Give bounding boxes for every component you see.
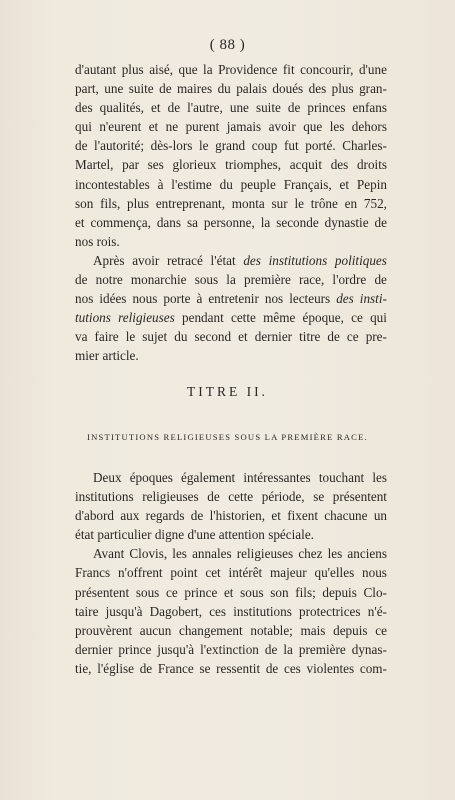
word: présentent — [75, 584, 130, 600]
word: com- — [359, 660, 387, 676]
word: violentes — [306, 660, 355, 676]
word: d'autant — [75, 62, 117, 77]
word: se — [313, 489, 325, 505]
text-line — [75, 60, 387, 79]
word: acquit — [289, 157, 323, 173]
text-line — [75, 346, 387, 365]
word: à — [196, 291, 203, 307]
word: personne, — [203, 214, 255, 230]
word: tie, — [75, 660, 92, 676]
word: idées — [99, 291, 127, 307]
word: politiques — [334, 252, 387, 268]
word: et — [223, 584, 234, 600]
word: dans — [156, 214, 182, 230]
word: son — [75, 195, 94, 211]
word: qu'elles — [314, 565, 355, 581]
paragraph-block-upper — [75, 60, 387, 366]
word: première — [298, 641, 346, 657]
word: grand — [215, 138, 246, 154]
word: dès-lors — [150, 138, 193, 154]
word: du — [217, 81, 231, 97]
word: dynas- — [351, 641, 387, 657]
word: entretenir — [208, 291, 259, 307]
text-line — [75, 155, 387, 174]
word: époque, — [302, 310, 344, 326]
word: pendant — [182, 310, 224, 326]
word: jusqu'à — [157, 641, 195, 657]
word: avoir — [132, 252, 160, 268]
section-subtitle: INSTITUTIONS RELIGIEUSES SOUS LA PREMIÈRE RACE. — [87, 432, 368, 442]
word: sous — [135, 584, 160, 600]
word: même — [263, 310, 296, 326]
text-line — [75, 640, 387, 659]
word: nous — [132, 291, 158, 307]
word: ces — [283, 660, 301, 676]
word: aucun — [139, 622, 172, 638]
word: triomphes, — [225, 157, 282, 173]
word: la — [260, 214, 271, 230]
word: plus — [127, 195, 150, 211]
word: des — [308, 81, 327, 97]
word: plus — [331, 81, 354, 97]
word: Clo- — [363, 584, 387, 600]
word: intéressantes — [243, 470, 311, 485]
word: fit — [282, 62, 295, 77]
word: suite — [255, 100, 281, 116]
word: religieuses — [236, 546, 294, 562]
text-line — [75, 194, 387, 213]
word: lecteurs — [289, 291, 331, 307]
word: entreprenant, — [155, 195, 226, 211]
word: ressentit — [216, 660, 261, 676]
word: purent — [185, 119, 220, 135]
word: qui — [75, 119, 92, 135]
word: porté. — [305, 138, 336, 154]
word: de — [167, 100, 181, 116]
word: depuis — [322, 584, 357, 600]
word: peuple — [240, 176, 276, 192]
word: de — [207, 489, 220, 505]
word: suite — [128, 81, 154, 97]
word: la — [226, 272, 236, 288]
word: du — [219, 176, 233, 192]
text-line — [75, 563, 387, 582]
word: sa — [186, 214, 198, 230]
word: première — [243, 272, 291, 288]
word: droits — [356, 157, 387, 173]
word: dernier — [75, 641, 113, 657]
word: ce — [351, 310, 363, 326]
word: institutions — [75, 489, 134, 505]
text-line — [75, 659, 387, 678]
text-line — [75, 544, 387, 563]
word: tutions — [75, 310, 111, 326]
word: Deux — [93, 470, 122, 485]
word: un — [373, 508, 387, 524]
word: période, — [261, 489, 305, 505]
section-title: TITRE II. — [187, 384, 268, 399]
word: point — [170, 565, 198, 581]
word: incontestables — [75, 176, 150, 192]
word: l'état — [210, 252, 236, 268]
word: Pepin — [356, 176, 387, 192]
word: chez — [298, 546, 323, 562]
word: religieuses — [142, 489, 199, 505]
word: des — [330, 157, 349, 173]
word: de — [159, 81, 172, 97]
word: Après — [93, 252, 125, 268]
word: taire — [75, 603, 99, 619]
word: l'estime — [171, 176, 212, 192]
word: plus — [121, 62, 144, 77]
word: jusqu'à — [105, 603, 143, 619]
word: d'une — [358, 62, 387, 77]
word: n'offrent — [117, 565, 163, 581]
word: coup — [251, 138, 278, 154]
word: spéciale. — [268, 527, 314, 543]
word: rois. — [96, 233, 120, 249]
word: de — [374, 272, 387, 288]
text-line — [75, 525, 387, 544]
text-line — [75, 213, 387, 232]
word: en — [344, 195, 358, 211]
word: intérêt — [228, 565, 263, 581]
word: Dagobert, — [149, 603, 202, 619]
text-line — [75, 251, 387, 270]
word: l'autorité; — [94, 138, 145, 154]
word: doués — [272, 81, 304, 97]
word: annales — [192, 546, 232, 562]
word: Avant — [93, 546, 125, 562]
word: cet — [205, 565, 221, 581]
word: porte — [163, 291, 191, 307]
text-line — [75, 117, 387, 136]
text-line — [75, 602, 387, 621]
word: trône — [310, 195, 338, 211]
text-line — [75, 583, 387, 602]
word: aisé, — [149, 62, 173, 77]
word: et — [75, 214, 85, 230]
word: article. — [102, 348, 139, 364]
word: n'é- — [367, 603, 387, 619]
word: prince — [184, 584, 218, 600]
word: attention — [218, 527, 265, 543]
word: des — [336, 291, 354, 307]
word: fut — [283, 138, 299, 154]
word: du — [174, 329, 188, 345]
word: institutions — [233, 603, 292, 619]
word: glorieux — [172, 157, 217, 173]
word: les — [372, 470, 387, 485]
word: sous — [240, 584, 264, 600]
word: princes — [307, 100, 346, 116]
word: nous — [362, 565, 387, 581]
word: l'ordre — [332, 272, 367, 288]
word: Martel, — [75, 157, 114, 173]
word: l'église — [97, 660, 134, 676]
page-number: ( 88 ) — [209, 37, 246, 53]
word: particulier — [97, 527, 152, 543]
word: ses — [147, 157, 164, 173]
text-line — [75, 270, 387, 289]
word: race, — [299, 272, 325, 288]
word: fils; — [295, 584, 316, 600]
word: part, — [75, 81, 99, 97]
word: Francs — [75, 565, 111, 581]
word: de — [287, 100, 301, 116]
word: prince — [118, 641, 152, 657]
word: de — [75, 272, 88, 288]
text-line — [75, 308, 387, 327]
word: le — [125, 329, 136, 345]
word: mais — [300, 622, 326, 638]
word: monta — [231, 195, 265, 211]
word: institutions — [268, 252, 328, 268]
word: de — [264, 641, 278, 657]
word: également — [181, 470, 236, 485]
word: une — [229, 100, 249, 116]
word: par — [122, 157, 139, 173]
word: l'autre, — [187, 100, 223, 116]
word: insti- — [359, 291, 387, 307]
word: ces — [209, 603, 227, 619]
word: des — [75, 100, 93, 116]
word: France — [157, 660, 194, 676]
word: Clovis, — [129, 546, 168, 562]
word: anciens — [347, 546, 387, 562]
word: faire — [94, 329, 119, 345]
word: notre — [95, 272, 123, 288]
word: prouvèrent — [75, 622, 133, 638]
word: son — [270, 584, 289, 600]
word: ce — [375, 622, 387, 638]
word: le — [198, 138, 209, 154]
word: une — [104, 81, 124, 97]
text-line — [75, 468, 387, 487]
word: dernier — [254, 329, 293, 345]
word: des — [243, 252, 261, 268]
word: ce — [165, 584, 178, 600]
word: depuis — [333, 622, 368, 638]
word: nos — [264, 291, 284, 307]
word: digne — [154, 527, 185, 543]
word: seconde — [276, 214, 319, 230]
word: avoir — [268, 119, 296, 135]
word: aux — [120, 508, 140, 524]
word: et — [151, 100, 161, 116]
word: dehors — [351, 119, 387, 135]
word: de — [265, 660, 279, 676]
text-line — [75, 327, 387, 346]
word: maires — [176, 81, 213, 97]
text-line — [75, 98, 387, 117]
word: et — [238, 329, 248, 345]
paragraph-block-lower — [75, 468, 387, 678]
word: regards — [145, 508, 185, 524]
word: de — [374, 214, 387, 230]
word: la — [203, 62, 213, 77]
word: religieuses — [118, 310, 175, 326]
word: la — [283, 641, 293, 657]
word: fixent — [287, 508, 318, 524]
word: n'eurent — [99, 119, 142, 135]
word: de — [75, 138, 88, 154]
word: nos — [75, 233, 94, 249]
word: état — [75, 527, 95, 543]
word: concourir, — [300, 62, 354, 77]
word: d'une — [187, 527, 216, 543]
word: pre- — [365, 329, 387, 345]
word: ne — [165, 119, 179, 135]
word: titre — [299, 329, 321, 345]
word: cette — [230, 310, 256, 326]
word: les — [172, 546, 187, 562]
text-line — [75, 175, 387, 194]
text-line — [75, 289, 387, 308]
word: sujet — [142, 329, 168, 345]
text-line — [75, 506, 387, 525]
word: les — [329, 119, 345, 135]
word: de — [139, 660, 153, 676]
word: changement — [178, 622, 243, 638]
word: gran- — [359, 81, 387, 97]
word: sous — [194, 272, 219, 288]
word: époques — [129, 470, 173, 485]
word: 752, — [363, 195, 387, 211]
word: sur — [271, 195, 288, 211]
word: de — [327, 329, 340, 345]
word: jamais — [226, 119, 262, 135]
word: chacune — [324, 508, 368, 524]
word: et — [271, 508, 281, 524]
word: notable; — [250, 622, 293, 638]
word: second — [194, 329, 232, 345]
word: qualités, — [99, 100, 144, 116]
word: l'historien, — [209, 508, 266, 524]
word: majeur — [270, 565, 307, 581]
word: fils, — [100, 195, 121, 211]
word: monarchie — [130, 272, 187, 288]
word: cette — [228, 489, 254, 505]
word: les — [327, 546, 343, 562]
word: à — [157, 176, 164, 192]
text-line — [75, 232, 387, 251]
text-line — [75, 79, 387, 98]
text-line — [75, 487, 387, 506]
word: le — [294, 195, 304, 211]
word: d'abord — [75, 508, 114, 524]
word: Français, — [283, 176, 332, 192]
word: va — [75, 329, 88, 345]
word: dynastie — [324, 214, 369, 230]
word: l'extinction — [200, 641, 259, 657]
word: présentent — [332, 489, 387, 505]
word: ce — [346, 329, 359, 345]
word: Providence — [218, 62, 278, 77]
word: mier — [75, 348, 100, 364]
word: que — [178, 62, 198, 77]
word: commença, — [90, 214, 151, 230]
text-line — [75, 621, 387, 640]
word: nos — [75, 291, 94, 307]
word: se — [199, 660, 211, 676]
word: Charles- — [342, 138, 387, 154]
word: de — [190, 508, 204, 524]
text-line — [75, 136, 387, 155]
word: que — [303, 119, 323, 135]
word: et — [339, 176, 350, 192]
word: touchant — [318, 470, 365, 485]
word: et — [148, 119, 159, 135]
word: palais — [236, 81, 267, 97]
word: qui — [370, 310, 387, 326]
word: protectrices — [299, 603, 361, 619]
word: retracé — [166, 252, 203, 268]
word: enfans — [352, 100, 387, 116]
